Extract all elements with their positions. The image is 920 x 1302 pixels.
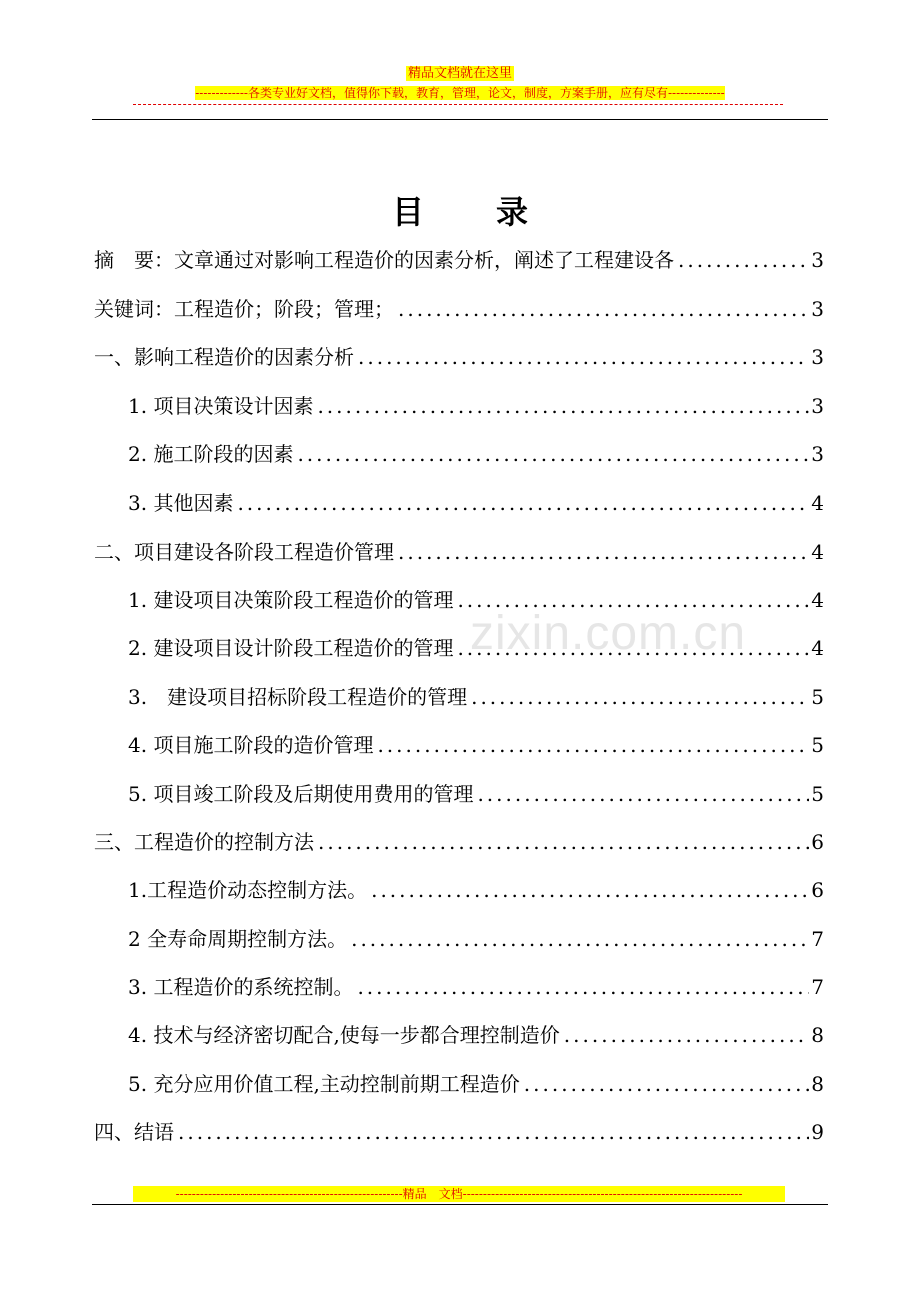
toc-page-number: 3 — [811, 442, 824, 466]
toc-leader-dots — [178, 1118, 809, 1146]
toc-entry[interactable] — [128, 489, 824, 517]
toc-leader-dots — [564, 1021, 809, 1049]
footer-banner: --------------------------------------------------------精品 文档--------------------------------------------------------------------- — [133, 1186, 785, 1202]
toc-page-number: 3 — [811, 248, 824, 272]
toc-leader-dots — [524, 1070, 809, 1098]
toc-entry-text: 5. 项目竣工阶段及后期使用费用的管理 — [128, 782, 474, 806]
toc-leader-dots — [477, 780, 809, 808]
toc-page-number: 5 — [811, 685, 824, 709]
toc-page-number: 6 — [811, 878, 824, 902]
toc-page-number: 7 — [811, 927, 824, 951]
toc-entry[interactable] — [128, 392, 824, 420]
toc-entry-text: 4. 技术与经济密切配合,使每一步都合理控制造价 — [128, 1023, 560, 1047]
toc-leader-dots — [318, 828, 809, 856]
toc-entry[interactable] — [94, 828, 824, 856]
toc-entry-text: 1.工程造价动态控制方法。 — [128, 878, 368, 902]
toc-leader-dots — [357, 973, 809, 1001]
toc-leader-dots — [398, 538, 809, 566]
toc-leader-dots — [358, 343, 809, 371]
header-subtitle — [0, 85, 920, 101]
toc-entry-text: 5. 充分应用价值工程,主动控制前期工程造价 — [128, 1072, 520, 1096]
toc-entry-text: 3. 工程造价的系统控制。 — [128, 975, 354, 999]
toc-page-number: 5 — [811, 733, 824, 757]
toc-entry[interactable] — [94, 295, 824, 323]
toc-entry[interactable] — [94, 343, 824, 371]
toc-entry[interactable] — [94, 1118, 824, 1146]
toc-leader-dots — [678, 246, 809, 274]
toc-entry-text: 4. 项目施工阶段的造价管理 — [128, 733, 374, 757]
watermark: zixin.com.cn — [470, 607, 747, 660]
toc-leader-dots — [297, 440, 809, 468]
toc-entry[interactable] — [128, 683, 824, 711]
toc-leader-dots — [351, 925, 809, 953]
toc-entry-text: 四、结语 — [94, 1120, 174, 1144]
toc-page-number: 8 — [811, 1023, 824, 1047]
toc-entry-text: 1. 项目决策设计因素 — [128, 394, 314, 418]
toc-entry-text: 1. 建设项目决策阶段工程造价的管理 — [128, 588, 454, 612]
toc-entry[interactable] — [128, 973, 824, 1001]
toc-page-number: 6 — [811, 830, 824, 854]
header-dashed-line — [133, 104, 783, 105]
toc-page-number: 4 — [811, 636, 824, 660]
toc-entry-text: 摘 要：文章通过对影响工程造价的因素分析，阐述了工程建设各 — [94, 248, 674, 272]
toc-page-number: 4 — [811, 540, 824, 564]
footer-rule — [92, 1204, 828, 1205]
toc-entry[interactable] — [94, 246, 824, 274]
toc-page-number: 4 — [811, 491, 824, 515]
toc-leader-dots — [398, 295, 809, 323]
toc-page-number: 3 — [811, 394, 824, 418]
toc-page-number: 3 — [811, 345, 824, 369]
toc-page-number: 4 — [811, 588, 824, 612]
toc-entry-text: 3. 其他因素 — [128, 491, 234, 515]
toc-entry-text: 关键词：工程造价；阶段；管理； — [94, 297, 394, 321]
toc-leader-dots — [377, 731, 809, 759]
toc-entry[interactable] — [128, 780, 824, 808]
toc-entry-text: 一、影响工程造价的因素分析 — [94, 345, 354, 369]
header-title-text: 精品文档就在这里 — [407, 66, 512, 81]
header-subtitle-text: -------------各类专业好文档，值得你下载，教育，管理，论文，制度，方案手册，应有尽有-------------- — [195, 86, 725, 100]
toc-page-number: 7 — [811, 975, 824, 999]
toc-entry-text: 2 全寿命周期控制方法。 — [128, 927, 348, 951]
toc-entry-text: 2. 建设项目设计阶段工程造价的管理 — [128, 636, 454, 660]
toc-page-number: 3 — [811, 297, 824, 321]
toc-entry-text: 3. 建设项目招标阶段工程造价的管理 — [128, 685, 468, 709]
toc-leader-dots — [457, 634, 809, 662]
toc-entry[interactable] — [128, 586, 824, 614]
toc-entry[interactable] — [128, 440, 824, 468]
toc-leader-dots — [457, 586, 809, 614]
toc-leader-dots — [237, 489, 809, 517]
toc-leader-dots — [371, 876, 809, 904]
toc-title: 目录 — [391, 193, 600, 231]
toc-entry[interactable] — [128, 731, 824, 759]
toc-entry-text: 2. 施工阶段的因素 — [128, 442, 294, 466]
toc-page-number: 9 — [811, 1120, 824, 1144]
toc-entry[interactable] — [128, 1070, 824, 1098]
toc-entry-text: 二、项目建设各阶段工程造价管理 — [94, 540, 394, 564]
toc-leader-dots — [471, 683, 809, 711]
toc-entry[interactable] — [128, 1021, 824, 1049]
toc-entry[interactable] — [128, 925, 824, 953]
header-rule — [92, 119, 828, 120]
toc-leader-dots — [317, 392, 809, 420]
toc-entry[interactable] — [128, 634, 824, 662]
toc-entry[interactable] — [128, 876, 824, 904]
toc-entry[interactable] — [94, 538, 824, 566]
header-title — [0, 66, 920, 82]
toc-page-number: 8 — [811, 1072, 824, 1096]
toc-entry-text: 三、工程造价的控制方法 — [94, 830, 314, 854]
toc-page-number: 5 — [811, 782, 824, 806]
